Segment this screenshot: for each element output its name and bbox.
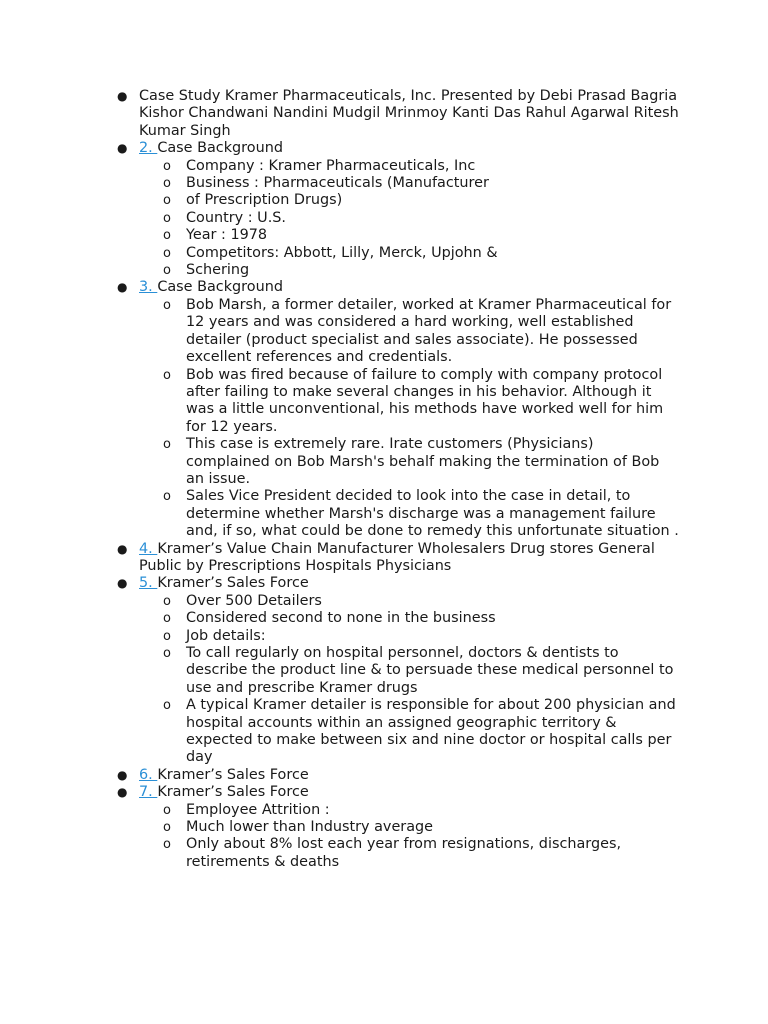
sub-list-item: o Bob Marsh, a former detailer, worked at Kramer Pharmaceutical for 12 years and was considered a hard working, well established detailer (product specialist and sales associate). He possessed excellent references and credentials. <box>163 296 672 366</box>
list-item <box>117 279 679 540</box>
circle-bullet-icon: o <box>163 802 171 818</box>
circle-bullet-icon: o <box>163 437 171 453</box>
circle-bullet-icon: o <box>163 210 171 226</box>
circle-bullet-icon: o <box>163 297 171 313</box>
item-text: Case Study Kramer Pharmaceuticals, Inc. Presented by Debi Prasad Bagria Kishor Chandwani Nandini Mudgil Mrinmoy Kanti Das Rahul Agarwal Ritesh Kumar Singh <box>139 88 679 139</box>
sub-list-item: o Company : Kramer Pharmaceuticals, Inc <box>163 157 476 174</box>
sub-list-item: o Bob was fired because of failure to comply with company protocol after failing to make several changes in his behavior. Although it was a little unconventional, his methods have worked well for him for 12 years. <box>163 366 664 435</box>
sub-list-item: o To call regularly on hospital personnel, doctors & dentists to describe the product line & to persuade these medical personnel to use and prescribe Kramer drugs <box>163 645 674 696</box>
circle-bullet-icon: o <box>163 367 171 383</box>
list-item <box>117 575 679 766</box>
slide-link-3[interactable]: 3. <box>139 279 158 296</box>
sub-list <box>139 297 681 541</box>
bullet-icon: ● <box>117 141 128 156</box>
item-text: Kramer’s Sales Force <box>157 784 309 801</box>
sub-list <box>139 158 681 280</box>
sub-list-item: o Sales Vice President decided to look into the case in detail, to determine whether Marsh's discharge was a management failure and, if so, what could be done to remedy this unfortunate situation . <box>163 488 679 540</box>
list-item <box>117 784 679 871</box>
circle-bullet-icon: o <box>163 820 171 836</box>
slide-link-6[interactable]: 6. <box>139 766 158 783</box>
circle-bullet-icon: o <box>163 176 171 192</box>
list-item <box>117 88 679 140</box>
circle-bullet-icon: o <box>163 593 171 609</box>
circle-bullet-icon: o <box>163 193 171 209</box>
circle-bullet-icon: o <box>163 698 171 714</box>
sub-list-item: o Year : 1978 <box>163 227 268 244</box>
slide-link-5[interactable]: 5. <box>139 575 158 592</box>
sub-list <box>139 593 681 767</box>
slide-link-7[interactable]: 7. <box>139 784 158 801</box>
slide-link-4[interactable]: 4. <box>139 540 158 557</box>
sub-list-item: o Only about 8% lost each year from resignations, discharges, retirements & deaths <box>163 836 622 870</box>
bullet-icon: ● <box>117 785 128 800</box>
sub-list-item: o Business : Pharmaceuticals (Manufacturer <box>163 175 489 192</box>
slide-link-2[interactable]: 2. <box>139 140 158 157</box>
sub-list-item: o Considered second to none in the business <box>163 610 496 627</box>
item-text: Kramer’s Sales Force <box>157 766 309 783</box>
circle-bullet-icon: o <box>163 228 171 244</box>
circle-bullet-icon: o <box>163 245 171 261</box>
bullet-icon: ● <box>117 89 128 103</box>
sub-list-item: o Job details: <box>163 627 266 644</box>
sub-list-item: o Over 500 Detailers <box>163 592 322 609</box>
circle-bullet-icon: o <box>163 158 171 174</box>
circle-bullet-icon: o <box>163 489 171 505</box>
sub-list-item: o Competitors: Abbott, Lilly, Merck, Upjohn & <box>163 244 498 261</box>
outline-list <box>0 88 679 871</box>
sub-list-item: o This case is extremely rare. Irate customers (Physicians) complained on Bob Marsh's behalf making the termination of Bob an issue. <box>163 436 660 487</box>
sub-list-item: o Employee Attrition : <box>163 801 330 818</box>
sub-list-item: o A typical Kramer detailer is responsible for about 200 physician and hospital accounts within an assigned geographic territory & expected to make between six and nine doctor or hospital calls per day <box>163 697 676 766</box>
document-page <box>0 88 768 871</box>
circle-bullet-icon: o <box>163 628 171 644</box>
bullet-icon: ● <box>117 767 128 782</box>
bullet-icon: ● <box>117 541 128 556</box>
circle-bullet-icon: o <box>163 646 171 661</box>
list-item <box>117 540 679 576</box>
bullet-icon: ● <box>117 280 128 295</box>
circle-bullet-icon: o <box>163 263 171 279</box>
sub-list-item: o Schering <box>163 262 250 279</box>
circle-bullet-icon: o <box>163 837 171 853</box>
sub-list-item: o of Prescription Drugs) <box>163 192 343 209</box>
sub-list <box>139 802 681 872</box>
sub-list-item: o Country : U.S. <box>163 209 286 226</box>
bullet-icon: ● <box>117 576 128 591</box>
item-text: Case Background <box>157 279 283 296</box>
circle-bullet-icon: o <box>163 611 171 627</box>
item-text: Kramer’s Value Chain Manufacturer Wholesalers Drug stores General Public by Prescriptions Hospitals Physicians <box>139 540 655 574</box>
item-text: Case Background <box>157 140 283 157</box>
sub-list-item: o Much lower than Industry average <box>163 819 434 836</box>
list-item <box>117 140 679 279</box>
item-text: Kramer’s Sales Force <box>157 575 309 592</box>
list-item <box>117 766 679 784</box>
